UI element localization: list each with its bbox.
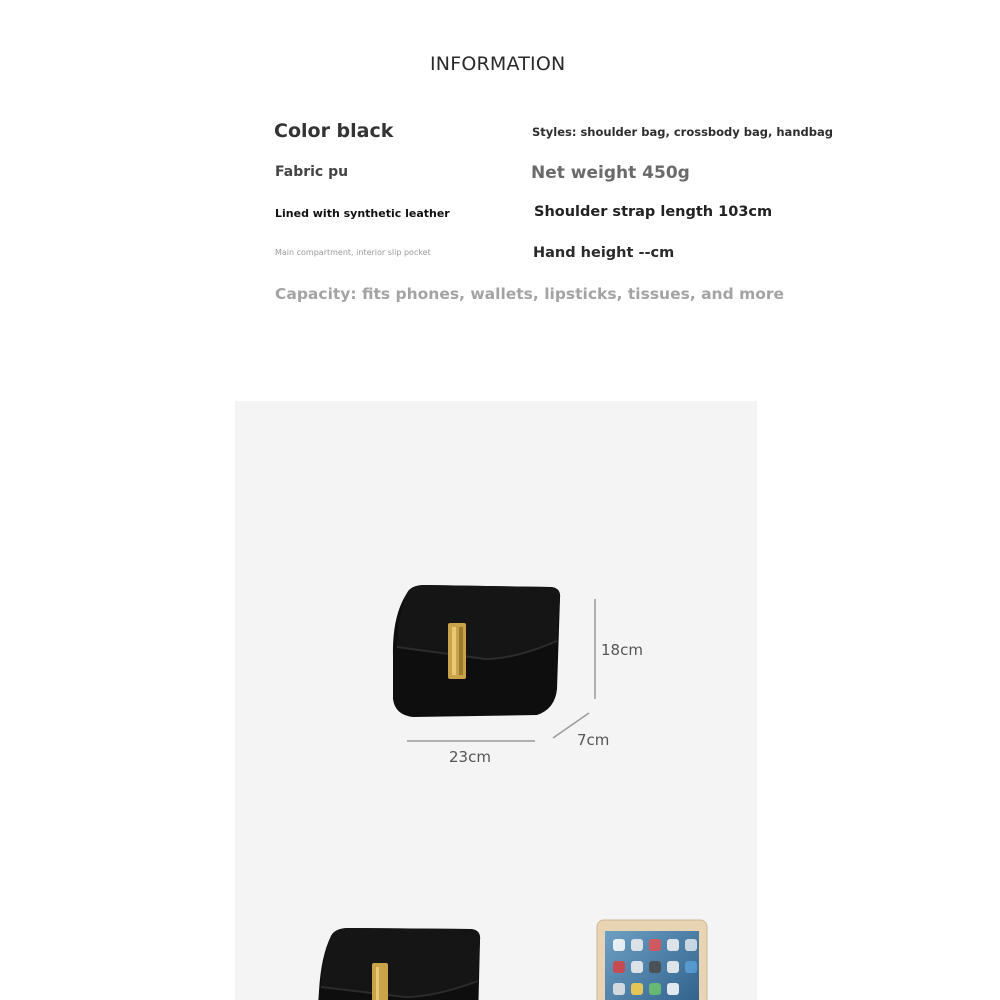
product-image-panel bbox=[235, 401, 757, 1000]
handbag-illustration bbox=[393, 585, 560, 717]
spec-fabric: Fabric pu bbox=[275, 164, 349, 180]
spec-hand-height: Hand height --cm bbox=[533, 245, 675, 261]
width-dimension-label: 23cm bbox=[449, 748, 491, 766]
handbag-comparison-illustration bbox=[317, 928, 480, 1000]
spec-strap-length: Shoulder strap length 103cm bbox=[534, 204, 773, 220]
tablet-illustration bbox=[597, 920, 707, 1000]
spec-compartment: Main compartment, interior slip pocket bbox=[275, 248, 431, 257]
spec-styles: Styles: shoulder bag, crossbody bag, handbag bbox=[532, 125, 833, 139]
info-title: INFORMATION bbox=[430, 53, 566, 75]
height-dimension-label: 18cm bbox=[601, 641, 643, 659]
spec-net-weight: Net weight 450g bbox=[531, 163, 690, 183]
bag-dimension-diagram bbox=[235, 401, 757, 1000]
spec-lining: Lined with synthetic leather bbox=[275, 207, 450, 220]
depth-dimension-label: 7cm bbox=[577, 731, 610, 749]
spec-color: Color black bbox=[274, 120, 394, 142]
spec-capacity: Capacity: fits phones, wallets, lipsticks, tissues, and more bbox=[275, 285, 785, 303]
